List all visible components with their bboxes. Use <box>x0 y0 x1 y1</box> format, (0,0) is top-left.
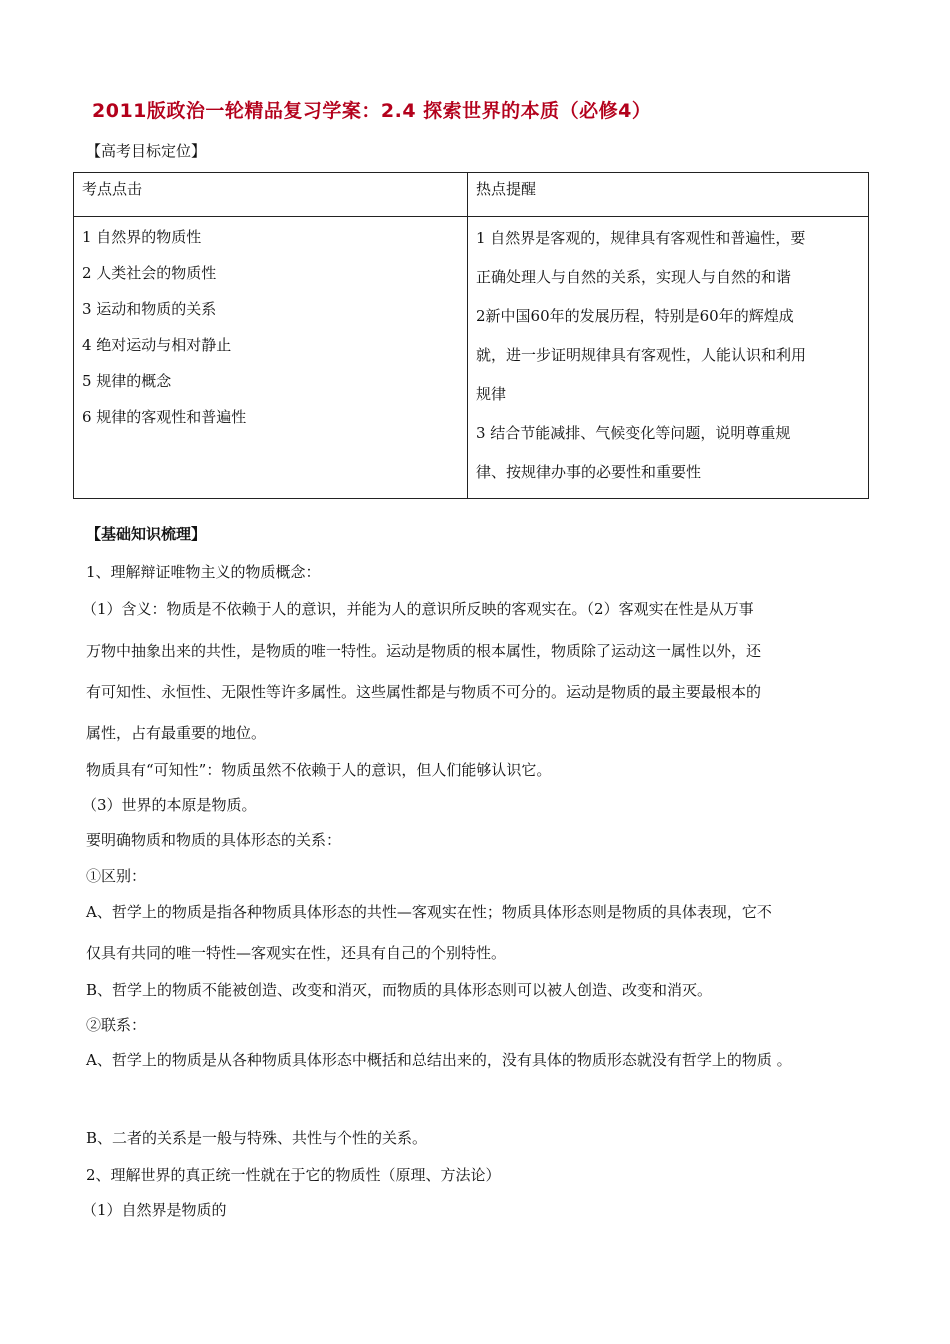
header-cell-hot-topics: 热点提醒 <box>468 173 869 217</box>
text-line: 要明确物质和物质的具体形态的关系： <box>86 831 342 849</box>
list-item: 5 规律的概念 <box>82 372 172 390</box>
text-line: B、哲学上的物质不能被创造、改变和消灭，而物质的具体形态则可以被人创造、改变和消灭。 <box>86 981 713 999</box>
text-line: 物质具有“可知性”：物质虽然不依赖于人的意识，但人们能够认识它。 <box>86 761 552 779</box>
document-title: 2011版政治一轮精品复习学案：2.4 探索世界的本质（必修4） <box>92 100 652 122</box>
text-line: A、哲学上的物质是指各种物质具体形态的共性—客观实在性；物质具体形态则是物质的具体表现，它不 <box>86 903 772 921</box>
list-item: 3 运动和物质的关系 <box>82 300 217 318</box>
text-line: ①区别： <box>86 867 147 885</box>
text-line: 2新中国60年的发展历程，特别是60年的辉煌成 <box>476 307 794 325</box>
exam-points-cell <box>74 217 468 499</box>
text-line: 万物中抽象出来的共性，是物质的唯一特性。运动是物质的根本属性，物质除了运动这一属性以外，还 <box>86 642 762 660</box>
text-line: （1）含义：物质是不依赖于人的意识，并能为人的意识所反映的客观实在。（2）客观实在性是从万事 <box>82 600 754 618</box>
text-line: B、二者的关系是一般与特殊、共性与个性的关系。 <box>86 1129 428 1147</box>
text-line: 1、理解辩证唯物主义的物质概念： <box>86 563 321 581</box>
text-line: （3）世界的本原是物质。 <box>82 796 257 814</box>
list-item: 1 自然界的物质性 <box>82 228 202 246</box>
section-heading: 【基础知识梳理】 <box>86 525 207 543</box>
text-line: 3 结合节能减排、气候变化等问题，说明尊重规 <box>476 424 791 442</box>
text-line: 有可知性、永恒性、无限性等许多属性。这些属性都是与物质不可分的。运动是物质的最主要最根本的 <box>86 683 762 701</box>
text-line: 仅具有共同的唯一特性—客观实在性，还具有自己的个别特性。 <box>86 944 507 962</box>
text-line: 1 自然界是客观的，规律具有客观性和普遍性，要 <box>476 229 806 247</box>
list-item: 6 规律的客观性和普遍性 <box>82 408 247 426</box>
text-line: （1）自然界是物质的 <box>82 1201 227 1219</box>
goal-table <box>73 172 869 499</box>
hot-topics-cell <box>468 217 869 499</box>
text-line: A、哲学上的物质是从各种物质具体形态中概括和总结出来的，没有具体的物质形态就没有哲学上的物质 。 <box>86 1051 792 1069</box>
text-line: 正确处理人与自然的关系，实现人与自然的和谐 <box>476 268 792 286</box>
hot-topics-text <box>476 217 860 498</box>
table-body-row <box>74 217 869 499</box>
goal-heading: 【高考目标定位】 <box>86 142 207 160</box>
exam-points-list <box>82 217 459 435</box>
text-line: ②联系： <box>86 1016 147 1034</box>
text-line: 规律 <box>476 385 507 403</box>
list-item: 4 绝对运动与相对静止 <box>82 336 232 354</box>
text-line: 律、按规律办事的必要性和重要性 <box>476 463 702 481</box>
table-header-row <box>74 173 869 217</box>
text-line: 2、理解世界的真正统一性就在于它的物质性（原理、方法论） <box>86 1166 501 1184</box>
list-item: 2 人类社会的物质性 <box>82 264 217 282</box>
text-line: 属性，占有最重要的地位。 <box>86 724 267 742</box>
text-line: 就，进一步证明规律具有客观性，人能认识和利用 <box>476 346 807 364</box>
header-cell-exam-points: 考点点击 <box>74 173 468 217</box>
